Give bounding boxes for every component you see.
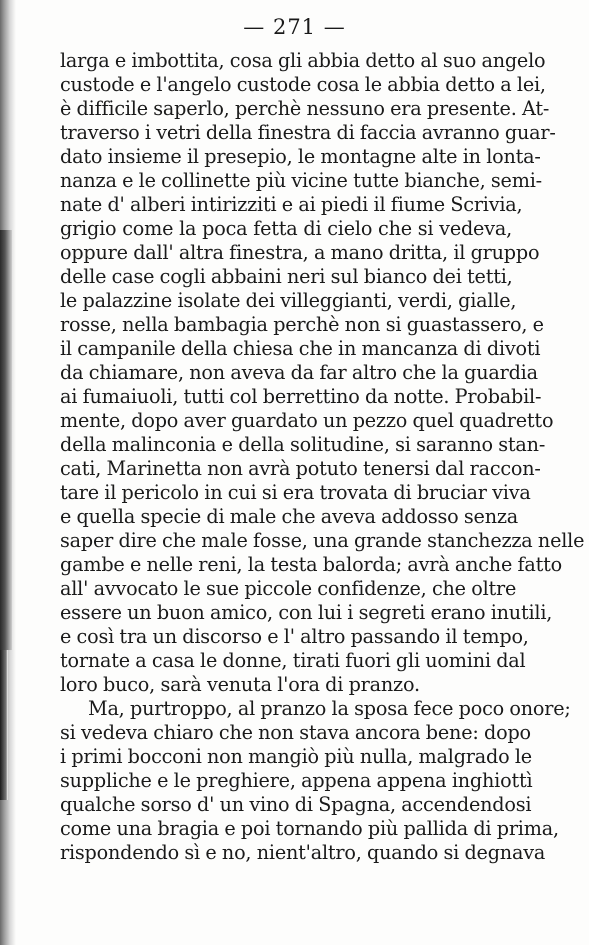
text-line: della malinconia e della solitudine, si saranno stan- [60, 433, 546, 456]
text-line: oppure dall' altra finestra, a mano dritta, il gruppo [60, 241, 540, 264]
page-binding-shadow [0, 0, 16, 945]
text-line: tornate a casa le donne, tirati fuori gli uomini dal [60, 649, 526, 672]
text-line: all' avvocato le sue piccole confidenze, che oltre [60, 577, 517, 600]
text-line: è difficile saperlo, perchè nessuno era presente. At- [60, 97, 550, 120]
paragraph-start-line: Ma, purtroppo, al pranzo la sposa fece poco onore; [88, 697, 571, 720]
text-line: larga e imbottita, cosa gli abbia detto al suo angelo [60, 49, 546, 72]
text-line: e quella specie di male che aveva addosso senza [60, 505, 519, 528]
text-line: il campanile della chiesa che in mancanza di divoti [60, 337, 541, 360]
text-line: dato insieme il presepio, le montagne alte in lonta- [60, 145, 541, 168]
text-line: nanza e le collinette più vicine tutte bianche, semi- [60, 169, 542, 192]
text-line: gambe e nelle reni, la testa balorda; avrà anche fatto [60, 553, 563, 576]
text-line: grigio come la poca fetta di cielo che si vedeva, [60, 217, 512, 240]
text-line: si vedeva chiaro che non stava ancora bene: dopo [60, 721, 531, 744]
text-line: ai fumaiuoli, tutti col berrettino da notte. Probabil- [60, 385, 542, 408]
text-line: suppliche e le preghiere, appena appena inghiottì [60, 769, 533, 792]
text-line: cati, Marinetta non avrà potuto tenersi dal raccon- [60, 457, 541, 480]
text-line: mente, dopo aver guardato un pezzo quel quadretto [60, 409, 554, 432]
text-line: essere un buon amico, con lui i segreti erano inutili, [60, 601, 553, 624]
text-line: e così tra un discorso e l' altro passando il tempo, [60, 625, 529, 648]
text-line: tare il pericolo in cui si era trovata di bruciar viva [60, 481, 531, 504]
text-line: come una bragia e poi tornando più pallida di prima, [60, 817, 559, 840]
text-line: rispondendo sì e no, nient'altro, quando si degnava [60, 841, 546, 864]
text-line: custode e l'angelo custode cosa le abbia detto a lei, [60, 73, 546, 96]
text-line: qualche sorso d' un vino di Spagna, accendendosi [60, 793, 532, 816]
text-line: delle case cogli abbaini neri sul bianco dei tetti, [60, 265, 513, 288]
text-line: traverso i vetri della finestra di faccia avranno guar- [60, 121, 556, 144]
text-line: le palazzine isolate dei villeggianti, verdi, gialle, [60, 289, 517, 312]
text-line: da chiamare, non aveva da far altro che la guardia [60, 361, 538, 384]
text-line: nate d' alberi intirizziti e ai piedi il fiume Scrivia, [60, 193, 523, 216]
text-line: saper dire che male fosse, una grande stanchezza nelle [60, 529, 585, 552]
body-text [60, 49, 585, 865]
text-line: i primi bocconi non mangiò più nulla, malgrado le [60, 745, 532, 768]
paragraph-end-line: loro buco, sarà venuta l'ora di pranzo. [60, 673, 420, 696]
text-line: rosse, nella bambagia perchè non si guastassero, e [60, 313, 544, 336]
page-number: — 271 — [243, 15, 346, 39]
